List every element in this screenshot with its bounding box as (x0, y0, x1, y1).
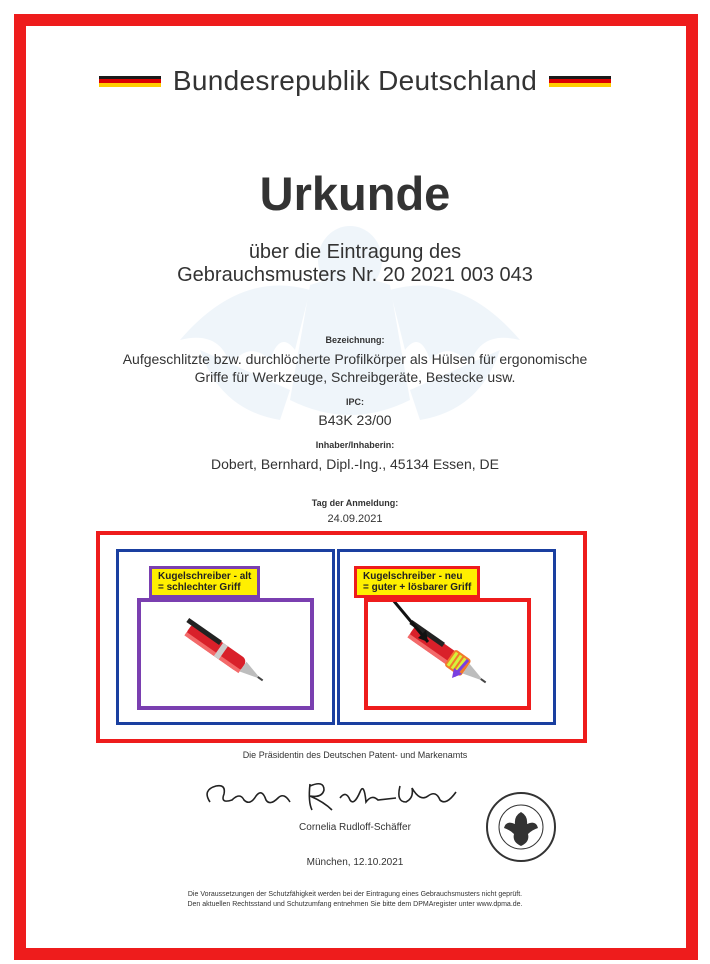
country-name: Bundesrepublik Deutschland (172, 65, 538, 96)
president-line: Die Präsidentin des Deutschen Patent- und Markenamts (242, 750, 468, 760)
old-pen-note-line: = schlechter Griff (158, 582, 241, 593)
holder-value: Dobert, Bernhard, Dipl.-Ing., 45134 Essen, DE (211, 456, 499, 472)
certificate-header (0, 64, 710, 98)
new-pen-note-line: = guter + lösbarer Griff (363, 582, 472, 593)
signer-name: Cornelia Rudloff-Schäffer (299, 822, 411, 833)
footer-note: Die Voraussetzungen der Schutzfähigkeit werden bei der Eintragung eines Gebrauchsmusters nicht geprüft. (187, 891, 523, 898)
new-pen-icon (368, 602, 527, 706)
dpma-seal-icon (484, 790, 558, 864)
old-pen-note-line: Kugelschreiber - alt (158, 571, 252, 582)
new-pen-note-line: Kugelschreiber - neu (363, 571, 463, 582)
registration-number: Gebrauchsmusters Nr. 20 2021 003 043 (177, 264, 533, 286)
pen-comparison-box (96, 531, 587, 743)
old-pen-note (149, 566, 260, 598)
ipc-label: IPC: (346, 397, 364, 407)
new-pen-note (354, 566, 480, 598)
designation-value: Aufgeschlitzte bzw. durchlöcherte Profilkörper als Hülsen für ergonomische (122, 351, 588, 367)
designation-value: Griffe für Werkzeuge, Schreibgeräte, Bestecke usw. (194, 369, 516, 385)
place-date: München, 12.10.2021 (306, 857, 404, 868)
old-pen-panel (116, 549, 335, 725)
handwritten-signature (200, 772, 480, 818)
old-pen-card (137, 598, 314, 710)
filing-date: 24.09.2021 (327, 513, 383, 525)
old-pen-icon (141, 602, 310, 706)
certificate-title: Urkunde (259, 167, 451, 220)
designation-label: Bezeichnung: (325, 335, 385, 345)
footer-note: Den aktuellen Rechtsstand und Schutzumfang entnehmen Sie bitte dem DPMAregister unter www.dpma.de. (187, 901, 523, 908)
filing-date-label: Tag der Anmeldung: (311, 498, 399, 508)
holder-label: Inhaber/Inhaberin: (315, 440, 395, 450)
certificate-subtitle: über die Eintragung des (248, 241, 462, 263)
german-flag-icon (99, 76, 161, 87)
ipc-value: B43K 23/00 (318, 412, 392, 428)
new-pen-card (364, 598, 531, 710)
german-flag-icon (549, 76, 611, 87)
new-pen-panel (337, 549, 556, 725)
certificate-frame (14, 14, 698, 960)
